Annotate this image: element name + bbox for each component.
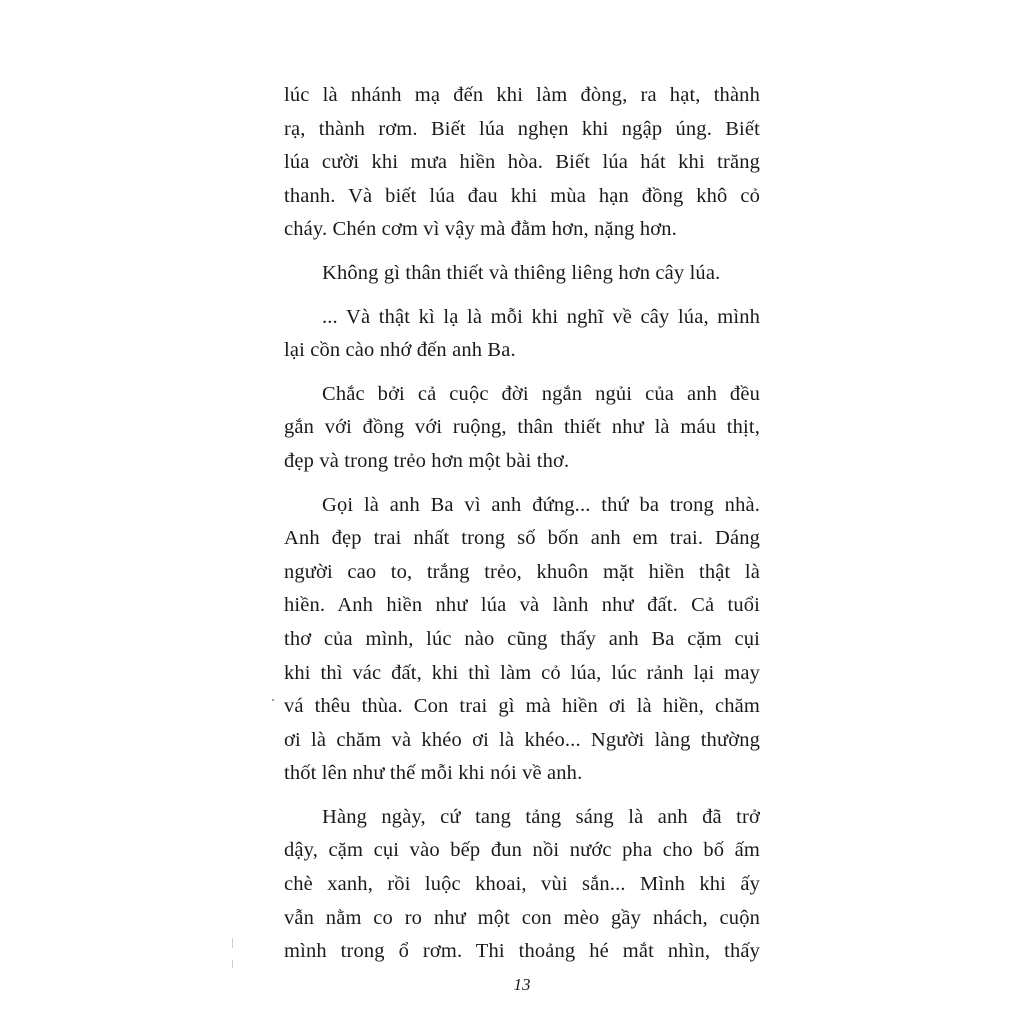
text-line: rạ, thành rơm. Biết lúa nghẹn khi ngập úng. Biết — [284, 117, 760, 140]
text-line: lúc là nhánh mạ đến khi làm đòng, ra hạt, thành — [284, 84, 760, 106]
text-line: cháy. Chén cơm vì vậy mà đằm hơn, nặng hơn. — [284, 218, 677, 241]
text-line: ... Và thật kì lạ là mỗi khi nghĩ về cây lúa, mình — [322, 305, 760, 328]
text-line: khi thì vác đất, khi thì làm cỏ lúa, lúc rảnh lại may — [284, 661, 760, 684]
paragraph — [284, 301, 760, 368]
text-line: đẹp và trong trẻo hơn một bài thơ. — [284, 449, 570, 472]
text-line: mình trong ổ rơm. Thi thoảng hé mắt nhìn, thấy — [284, 940, 760, 963]
text-line: thơ của mình, lúc nào cũng thấy anh Ba cặm cụi — [284, 627, 760, 650]
text-line: vá thêu thùa. Con trai gì mà hiền ơi là hiền, chăm — [284, 695, 760, 718]
text-line: người cao to, trắng trẻo, khuôn mặt hiền thật là — [284, 560, 760, 583]
page-number: 13 — [513, 975, 531, 994]
text-line: chè xanh, rồi luộc khoai, vùi sắn... Mình khi ấy — [284, 873, 760, 896]
scan-artifact — [232, 938, 233, 948]
text-line: Anh đẹp trai nhất trong số bốn anh em trai. Dáng — [284, 527, 760, 550]
text-line: lúa cười khi mưa hiền hòa. Biết lúa hát khi trăng — [284, 151, 760, 174]
text-line: Chắc bởi cả cuộc đời ngắn ngủi của anh đều — [322, 382, 760, 405]
paragraph — [284, 489, 760, 791]
text-line: thốt lên như thế mỗi khi nói về anh. — [284, 762, 583, 785]
text-line: thanh. Và biết lúa đau khi mùa hạn đồng khô cỏ — [284, 184, 760, 207]
text-line: vẫn nằm co ro như một con mèo gầy nhách, cuộn — [284, 906, 760, 929]
text-line: gắn với đồng với ruộng, thân thiết như là máu thịt, — [284, 416, 760, 439]
text-line: ơi là chăm và khéo ơi là khéo... Người làng thường — [284, 728, 760, 751]
paragraph — [284, 257, 760, 291]
scan-artifact — [232, 960, 233, 968]
text-line: dậy, cặm cụi vào bếp đun nồi nước pha cho bố ấm — [284, 839, 760, 862]
paragraph — [284, 79, 760, 247]
scan-artifact — [272, 699, 274, 701]
text-line: Hàng ngày, cứ tang tảng sáng là anh đã trở — [322, 805, 760, 828]
text-line: Gọi là anh Ba vì anh đứng... thứ ba trong nhà. — [322, 493, 760, 516]
text-line: Không gì thân thiết và thiêng liêng hơn cây lúa. — [322, 261, 721, 284]
paragraph — [284, 801, 760, 969]
text-line: hiền. Anh hiền như lúa và lành như đất. Cả tuổi — [284, 594, 760, 617]
body-text — [284, 79, 760, 979]
text-line: lại cồn cào nhớ đến anh Ba. — [284, 339, 516, 362]
paragraph — [284, 378, 760, 479]
